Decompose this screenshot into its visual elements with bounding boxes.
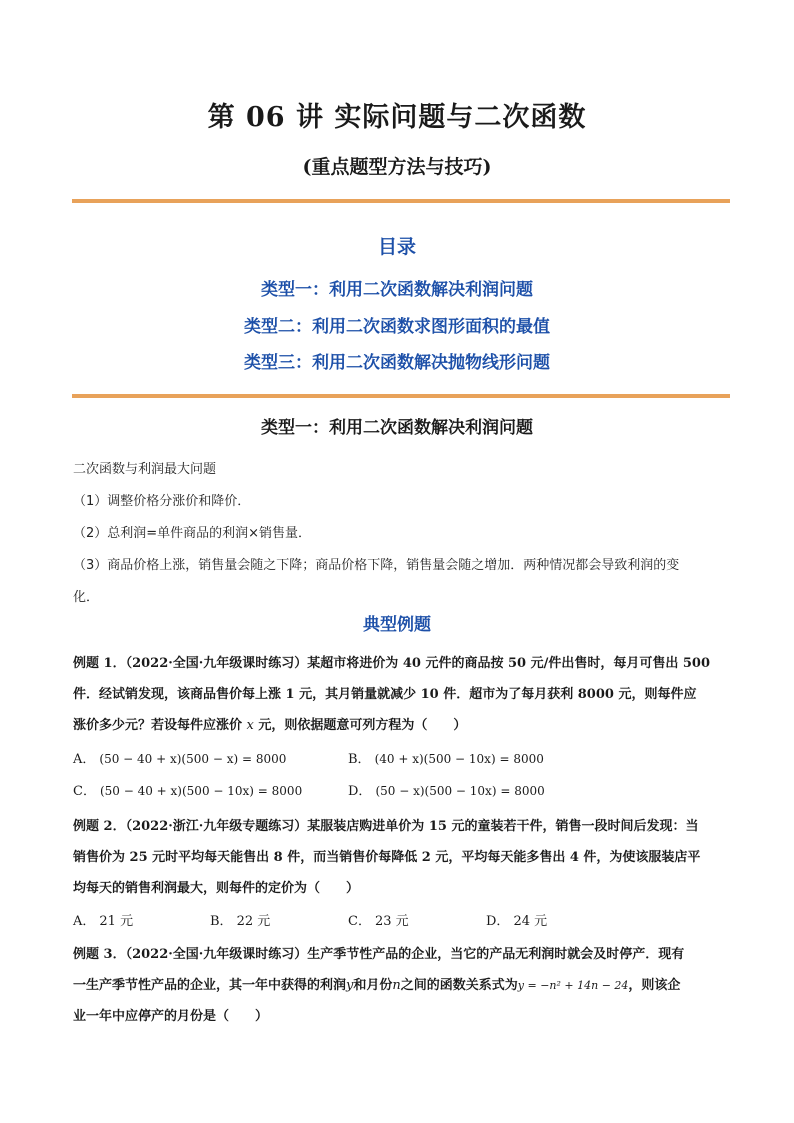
- variable-y: y: [346, 978, 354, 993]
- option-formula: (50 − 40 + x)(500 − x) = 8000: [99, 752, 287, 766]
- example-2-line-3: 均每天的销售利润最大，则每件的定价为（ ）: [73, 881, 360, 896]
- example-2-option-c[interactable]: [348, 910, 409, 929]
- section-point-3: （3）商品价格上涨，销售量会随之下降；商品价格下降，销售量会随之增加．两种情况都会导致利润的变: [73, 558, 680, 573]
- option-formula: (50 − 40 + x)(500 − 10x) = 8000: [99, 784, 303, 798]
- example-3-line-1: 例题 3．（2022·全国·九年级课时练习）生产季节性产品的企业，当它的产品无利润时就会及时停产．现有: [73, 947, 685, 962]
- variable-n: n: [392, 978, 401, 993]
- toc-item-2[interactable]: 类型二：利用二次函数求图形面积的最值: [244, 317, 550, 337]
- example-3-line-2-c: 之间的函数关系式为: [400, 978, 518, 993]
- divider-toc: [72, 394, 730, 398]
- option-letter: A．: [73, 752, 96, 767]
- option-text: 23 元: [374, 914, 409, 929]
- example-1-option-c[interactable]: [73, 780, 302, 799]
- variable-x: x: [246, 718, 254, 733]
- option-letter: C．: [73, 784, 96, 799]
- function-formula: y = −n² + 14n − 24: [517, 979, 629, 992]
- examples-heading: 典型例题: [363, 615, 431, 635]
- option-formula: (50 − x)(500 − 10x) = 8000: [375, 784, 545, 798]
- page-title: 第 06 讲 实际问题与二次函数: [207, 102, 587, 133]
- example-2-option-d[interactable]: [486, 910, 547, 929]
- section-point-3-cont: 化．: [73, 590, 100, 605]
- option-letter: B．: [210, 914, 233, 929]
- section-intro-line: 二次函数与利润最大问题: [73, 462, 217, 477]
- section-point-1: （1）调整价格分涨价和降价．: [73, 494, 251, 509]
- example-2-line-2: 销售价为 25 元时平均每天能售出 8 件，而当销售价每降低 2 元，平均每天能多售出 4 件，为使该服装店平: [73, 850, 701, 865]
- section-point-2: （2）总利润=单件商品的利润×销售量．: [73, 526, 312, 541]
- option-text: 22 元: [236, 914, 271, 929]
- option-letter: D．: [348, 784, 372, 799]
- example-2-option-b[interactable]: [210, 910, 270, 929]
- section-heading-type1: 类型一：利用二次函数解决利润问题: [261, 418, 533, 438]
- toc-title: 目录: [377, 236, 416, 258]
- example-3-line-2-a: 一生产季节性产品的企业，其一年中获得的利润: [73, 978, 347, 993]
- example-1-line-2: 件．经试销发现，该商品售价每上涨 1 元，其月销量就减少 10 件．超市为了每月获利 8000 元，则每件应: [73, 687, 697, 702]
- example-2-line-1: 例题 2．（2022·浙江·九年级专题练习）某服装店购进单价为 15 元的童装若干件，销售一段时间后发现：当: [73, 819, 699, 834]
- option-letter: A．: [73, 914, 96, 929]
- example-1-line-3: [73, 710, 733, 741]
- example-1-option-a[interactable]: [73, 748, 286, 767]
- example-1-option-b[interactable]: [348, 748, 544, 767]
- example-3-line-2: [73, 970, 733, 1001]
- option-formula: (40 + x)(500 − 10x) = 8000: [374, 752, 544, 766]
- example-3-line-2-b: 和月份: [353, 978, 393, 993]
- option-letter: C．: [348, 914, 371, 929]
- example-1-option-d[interactable]: [348, 780, 545, 799]
- option-text: 21 元: [99, 914, 134, 929]
- page-subtitle: (重点题型方法与技巧): [302, 156, 492, 178]
- toc-item-1[interactable]: 类型一：利用二次函数解决利润问题: [261, 280, 533, 300]
- example-1-line-3-b: 元，则依据题意可列方程为（ ）: [258, 718, 467, 733]
- option-letter: D．: [486, 914, 510, 929]
- option-text: 24 元: [513, 914, 548, 929]
- option-letter: B．: [348, 752, 371, 767]
- example-3-line-3: 业一年中应停产的月份是（ ）: [73, 1009, 269, 1024]
- example-3-line-2-d: ，则该企: [628, 978, 681, 993]
- toc-item-3[interactable]: 类型三：利用二次函数解决抛物线形问题: [244, 353, 550, 373]
- example-1-line-3-a: 涨价多少元？若设每件应涨价: [73, 718, 243, 733]
- divider-top: [72, 199, 730, 203]
- example-2-option-a[interactable]: [73, 910, 133, 929]
- example-1-line-1: 例题 1．（2022·全国·九年级课时练习）某超市将进价为 40 元件的商品按 50 元/件出售时，每月可售出 500: [73, 656, 711, 671]
